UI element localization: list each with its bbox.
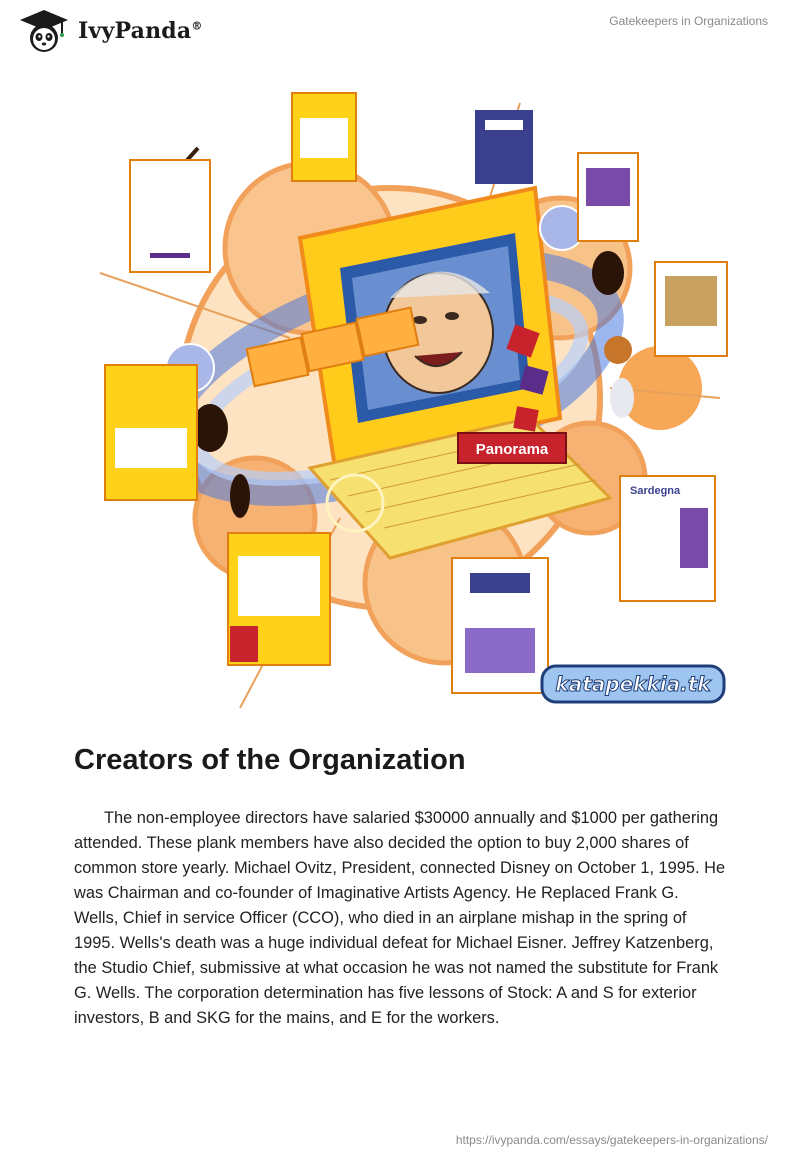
panda-graduate-icon <box>16 8 72 54</box>
collage-illustration <box>90 88 730 708</box>
card-top-yellow <box>292 93 356 181</box>
brand-name: IvyPanda® <box>78 18 203 44</box>
page-header <box>0 0 800 60</box>
body-paragraph: The non-employee directors have salaried $30000 annually and $1000 per gathering attended. These plank members have also decided the option to buy 2,000 shares of common store yearly. Michael Ovitz, President, connected Disney on October 1, 1995. He was Chairman and co-founder of Imaginative Artists Agency. He Replaced Frank G. Wells, Chief in service Officer (CCO), who died in an airplane mishap in the spring of 1995. Wells's death was a huge individual defeat for Michael Eisner. Jeffrey Katzenberg, the Studio Chief, submissive at what occasion he was not named the substitute for Frank G. Wells. The corporation determination has five lessons of Stock: A and S for exterior investors, B and SKG for the mains, and E for the workers. <box>74 809 726 1027</box>
svg-text:katapekkia.tk: katapekkia.tk <box>555 672 711 696</box>
footer-url-link[interactable]: https://ivypanda.com/essays/gatekeepers-in-organizations/ <box>455 1133 768 1147</box>
section-title: Creators of the Organization <box>74 744 466 776</box>
card-top-blue <box>475 110 533 184</box>
card-sardegna <box>620 476 715 601</box>
card-top-right <box>578 153 638 241</box>
card-bottom-center <box>452 558 548 693</box>
card-top-left <box>130 160 210 272</box>
svg-text:Panorama: Panorama <box>475 441 549 458</box>
panorama-badge <box>458 433 566 463</box>
brand-logo[interactable] <box>16 8 203 54</box>
document-title: Gatekeepers in Organizations <box>609 14 768 28</box>
watermark <box>542 666 724 702</box>
card-right-1 <box>655 262 727 356</box>
card-left-yellow <box>105 365 197 500</box>
card-bottom-left <box>228 533 330 665</box>
svg-text:Sardegna: Sardegna <box>630 485 681 497</box>
